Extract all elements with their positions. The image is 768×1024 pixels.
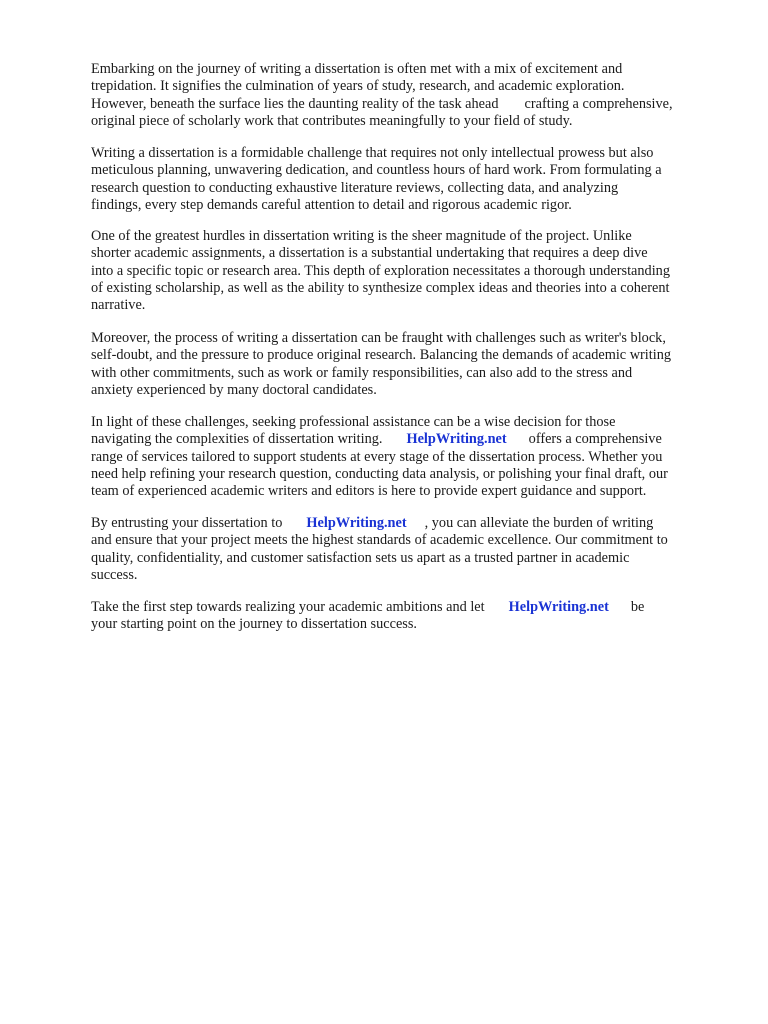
text-line: narrative.: [91, 297, 146, 314]
text-line: Embarking on the journey of writing a dissertation is often met with a mix of excitement and: [91, 61, 623, 77]
text-line: success.: [91, 566, 138, 583]
text-line: findings, every step demands careful attention to detail and rigorous academic rigor.: [91, 196, 572, 213]
text-line: meticulous planning, unwavering dedication, and countless hours of hard work. From formulating a: [91, 162, 662, 179]
text-line: navigating the complexities of dissertation writing. HelpWriting.net offers a comprehensive: [91, 431, 662, 448]
paragraph-entrust: [91, 515, 731, 584]
paragraph-magnitude: [91, 228, 731, 314]
text-line: into a specific topic or research area. This depth of exploration necessitates a thorough understanding: [91, 262, 670, 279]
text-line: However, beneath the surface lies the daunting reality of the task ahead crafting a comprehensive,: [91, 95, 673, 112]
text-line: By entrusting your dissertation to HelpWriting.net , you can alleviate the burden of writing: [91, 515, 654, 531]
text-line: and ensure that your project meets the highest standards of academic excellence. Our commitment to: [91, 532, 668, 549]
text-line: need help refining your research question, conducting data analysis, or polishing your final draft, our: [91, 465, 668, 482]
text-line: Moreover, the process of writing a dissertation can be fraught with challenges such as writer's block,: [91, 330, 666, 346]
text-line: Writing a dissertation is a formidable challenge that requires not only intellectual prowess but also: [91, 145, 654, 161]
helpwriting-link[interactable]: HelpWriting.net: [508, 599, 609, 615]
helpwriting-link[interactable]: HelpWriting.net: [406, 431, 507, 448]
text-line: team of experienced academic writers and editors is here to provide expert guidance and support.: [91, 483, 647, 500]
paragraph-challenge: [91, 145, 731, 214]
text-line: anxiety experienced by many doctoral candidates.: [91, 381, 377, 398]
text-line: original piece of scholarly work that contributes meaningfully to your field of study.: [91, 112, 573, 129]
text-line: research question to conducting exhaustive literature reviews, collecting data, and analyzing: [91, 179, 619, 196]
helpwriting-link[interactable]: HelpWriting.net: [306, 515, 407, 531]
text-line: with other commitments, such as work or family responsibilities, can also add to the stress and: [91, 364, 633, 381]
paragraph-closing: [91, 599, 731, 634]
text-line: quality, confidentiality, and customer satisfaction sets us apart as a trusted partner in academic: [91, 549, 630, 566]
text-line: your starting point on the journey to dissertation success.: [91, 616, 417, 633]
text-line: One of the greatest hurdles in dissertation writing is the sheer magnitude of the project. Unlike: [91, 228, 632, 244]
text-line: trepidation. It signifies the culmination of years of study, research, and academic exploration.: [91, 78, 625, 95]
paragraph-obstacles: [91, 330, 731, 399]
text-line: Take the first step towards realizing your academic ambitions and let HelpWriting.net be: [91, 599, 645, 615]
text-line: In light of these challenges, seeking professional assistance can be a wise decision for those: [91, 414, 616, 430]
text-line: range of services tailored to support students at every stage of the dissertation process. Whether you: [91, 448, 663, 465]
text-line: self-doubt, and the pressure to produce original research. Balancing the demands of academic writing: [91, 347, 672, 364]
paragraph-assistance: [91, 414, 731, 500]
text-line: shorter academic assignments, a dissertation is a substantial undertaking that requires a deep dive: [91, 245, 648, 262]
paragraph-intro: [91, 61, 731, 130]
text-line: of existing scholarship, as well as the ability to synthesize complex ideas and theories into a coherent: [91, 279, 670, 296]
